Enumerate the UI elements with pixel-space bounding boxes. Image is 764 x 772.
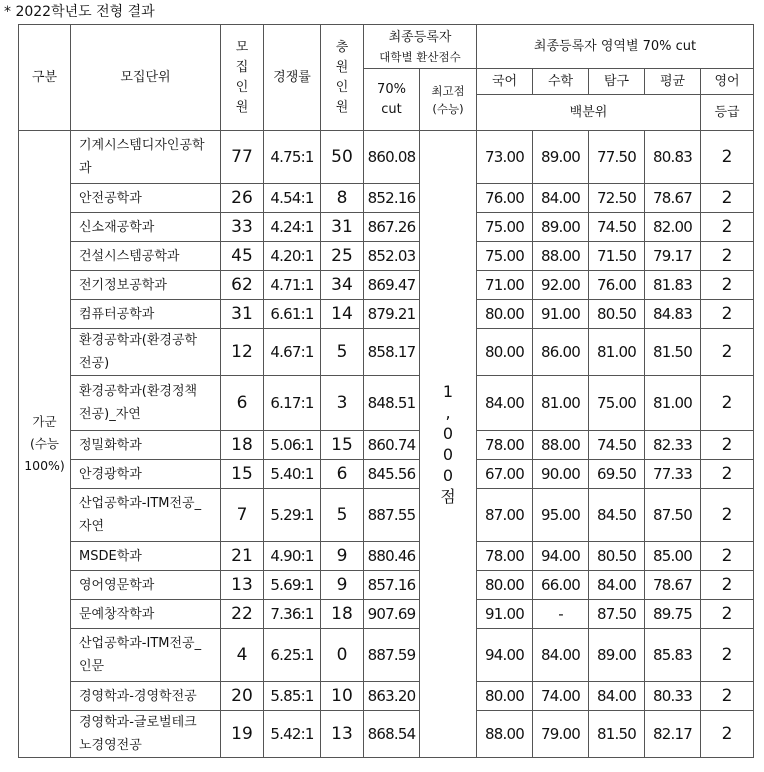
cell-competition-rate: 7.36:1 xyxy=(264,600,321,629)
cell-extra-admits: 14 xyxy=(321,300,364,329)
cell-korean: 67.00 xyxy=(477,460,533,489)
header-quota xyxy=(221,25,264,131)
cell-inquiry: 77.50 xyxy=(589,131,645,184)
cell-korean: 88.00 xyxy=(477,711,533,758)
cell-cut70: 852.16 xyxy=(364,184,420,213)
header-area-cut: 최종등록자 영역별 70% cut xyxy=(477,25,754,69)
cell-extra-admits: 9 xyxy=(321,542,364,571)
cell-math: 91.00 xyxy=(533,300,589,329)
cell-extra-admits: 6 xyxy=(321,460,364,489)
cell-inquiry: 74.50 xyxy=(589,431,645,460)
table-row xyxy=(19,571,754,600)
cell-unit: 산업공학과-ITM전공_자연 xyxy=(71,489,221,542)
cell-english-grade: 2 xyxy=(701,489,754,542)
cell-korean: 73.00 xyxy=(477,131,533,184)
cell-math: 95.00 xyxy=(533,489,589,542)
cell-average: 87.50 xyxy=(645,489,701,542)
cell-cut70: 879.21 xyxy=(364,300,420,329)
cell-inquiry: 81.50 xyxy=(589,711,645,758)
cell-math: 84.00 xyxy=(533,184,589,213)
cell-average: 78.67 xyxy=(645,184,701,213)
cell-korean: 80.00 xyxy=(477,571,533,600)
cell-korean: 78.00 xyxy=(477,431,533,460)
header-subject-average: 평균 xyxy=(645,69,701,95)
cell-quota: 19 xyxy=(221,711,264,758)
cell-quota: 77 xyxy=(221,131,264,184)
cell-extra-admits: 8 xyxy=(321,184,364,213)
cell-extra-admits: 25 xyxy=(321,242,364,271)
max-score-char: 0 xyxy=(442,466,454,485)
header-extra-char: 충 xyxy=(335,39,349,55)
page-title: * 2022학년도 전형 결과 xyxy=(4,4,155,20)
cell-competition-rate: 5.06:1 xyxy=(264,431,321,460)
max-score-char: , xyxy=(445,403,451,422)
cell-english-grade: 2 xyxy=(701,711,754,758)
group-label: 가군 xyxy=(32,414,57,429)
group-cell xyxy=(19,131,71,758)
cell-math: 94.00 xyxy=(533,542,589,571)
header-cut70 xyxy=(364,69,420,131)
cell-extra-admits: 34 xyxy=(321,271,364,300)
cell-inquiry: 84.00 xyxy=(589,571,645,600)
cell-quota: 15 xyxy=(221,460,264,489)
header-cut70-line2: cut xyxy=(381,101,402,117)
cell-korean: 84.00 xyxy=(477,376,533,431)
header-extra-char: 인 xyxy=(335,79,349,95)
table-row xyxy=(19,711,754,758)
cell-competition-rate: 5.42:1 xyxy=(264,711,321,758)
header-subject-inquiry: 탐구 xyxy=(589,69,645,95)
header-unit: 모집단위 xyxy=(71,25,221,131)
cell-quota: 7 xyxy=(221,489,264,542)
cell-english-grade: 2 xyxy=(701,571,754,600)
cell-competition-rate: 4.67:1 xyxy=(264,329,321,376)
cell-extra-admits: 9 xyxy=(321,571,364,600)
header-quota-char: 모 xyxy=(235,39,249,55)
cell-korean: 80.00 xyxy=(477,682,533,711)
cell-cut70: 860.74 xyxy=(364,431,420,460)
cell-inquiry: 80.50 xyxy=(589,542,645,571)
table-row xyxy=(19,184,754,213)
cell-cut70: 869.47 xyxy=(364,271,420,300)
cell-cut70: 868.54 xyxy=(364,711,420,758)
cell-cut70: 852.03 xyxy=(364,242,420,271)
header-division: 구분 xyxy=(19,25,71,131)
header-final-score xyxy=(364,25,477,69)
cell-math: 81.00 xyxy=(533,376,589,431)
cell-extra-admits: 13 xyxy=(321,711,364,758)
cell-quota: 4 xyxy=(221,629,264,682)
max-score-char: 1 xyxy=(442,382,454,401)
cell-english-grade: 2 xyxy=(701,300,754,329)
cell-math: 89.00 xyxy=(533,131,589,184)
cell-extra-admits: 5 xyxy=(321,489,364,542)
cell-korean: 71.00 xyxy=(477,271,533,300)
cell-cut70: 907.69 xyxy=(364,600,420,629)
header-subject-korean: 국어 xyxy=(477,69,533,95)
cell-quota: 20 xyxy=(221,682,264,711)
cell-korean: 80.00 xyxy=(477,300,533,329)
cell-extra-admits: 0 xyxy=(321,629,364,682)
cell-inquiry: 87.50 xyxy=(589,600,645,629)
cell-average: 82.17 xyxy=(645,711,701,758)
cell-average: 81.00 xyxy=(645,376,701,431)
cell-math: 90.00 xyxy=(533,460,589,489)
header-competition-rate: 경쟁률 xyxy=(264,25,321,131)
table-row xyxy=(19,329,754,376)
cell-quota: 18 xyxy=(221,431,264,460)
cell-unit: 환경공학과(환경공학전공) xyxy=(71,329,221,376)
table-row xyxy=(19,460,754,489)
cell-unit: 경영학과-글로벌테크노경영전공 xyxy=(71,711,221,758)
cell-quota: 62 xyxy=(221,271,264,300)
cell-english-grade: 2 xyxy=(701,329,754,376)
cell-korean: 75.00 xyxy=(477,213,533,242)
cell-average: 78.67 xyxy=(645,571,701,600)
cell-cut70: 858.17 xyxy=(364,329,420,376)
cell-competition-rate: 4.75:1 xyxy=(264,131,321,184)
cell-cut70: 880.46 xyxy=(364,542,420,571)
cell-cut70: 857.16 xyxy=(364,571,420,600)
table-row xyxy=(19,431,754,460)
cell-average: 84.83 xyxy=(645,300,701,329)
cell-math: 86.00 xyxy=(533,329,589,376)
cell-english-grade: 2 xyxy=(701,460,754,489)
max-score-char: 0 xyxy=(442,424,454,443)
table-row xyxy=(19,131,754,184)
cell-inquiry: 84.00 xyxy=(589,682,645,711)
cell-cut70: 867.26 xyxy=(364,213,420,242)
cell-average: 79.17 xyxy=(645,242,701,271)
cell-inquiry: 72.50 xyxy=(589,184,645,213)
cell-average: 80.83 xyxy=(645,131,701,184)
header-final-score-sub: 대학별 환산점수 xyxy=(379,49,461,64)
cell-competition-rate: 4.90:1 xyxy=(264,542,321,571)
cell-competition-rate: 6.61:1 xyxy=(264,300,321,329)
cell-competition-rate: 5.29:1 xyxy=(264,489,321,542)
header-quota-char: 인 xyxy=(235,79,249,95)
header-max-score xyxy=(420,69,477,131)
cell-extra-admits: 18 xyxy=(321,600,364,629)
cell-extra-admits: 31 xyxy=(321,213,364,242)
cell-inquiry: 76.00 xyxy=(589,271,645,300)
header-max-line2: (수능) xyxy=(432,101,464,116)
cell-competition-rate: 4.54:1 xyxy=(264,184,321,213)
cell-math: 74.00 xyxy=(533,682,589,711)
cell-korean: 76.00 xyxy=(477,184,533,213)
cell-cut70: 863.20 xyxy=(364,682,420,711)
group-label: (수능 xyxy=(29,436,60,451)
cell-quota: 31 xyxy=(221,300,264,329)
cell-korean: 91.00 xyxy=(477,600,533,629)
header-percentile: 백분위 xyxy=(477,95,701,131)
cell-korean: 94.00 xyxy=(477,629,533,682)
cell-unit: 산업공학과-ITM전공_인문 xyxy=(71,629,221,682)
header-subject-english: 영어 xyxy=(701,69,754,95)
cell-competition-rate: 4.20:1 xyxy=(264,242,321,271)
cell-english-grade: 2 xyxy=(701,271,754,300)
cell-unit: MSDE학과 xyxy=(71,542,221,571)
cell-cut70: 887.55 xyxy=(364,489,420,542)
cell-extra-admits: 3 xyxy=(321,376,364,431)
cell-english-grade: 2 xyxy=(701,242,754,271)
max-score-char: 0 xyxy=(442,445,454,464)
cell-cut70: 845.56 xyxy=(364,460,420,489)
header-grade: 등급 xyxy=(701,95,754,131)
header-cut70-line1: 70% xyxy=(377,81,406,97)
cell-extra-admits: 15 xyxy=(321,431,364,460)
cell-unit: 안경광학과 xyxy=(71,460,221,489)
cell-average: 82.00 xyxy=(645,213,701,242)
cell-math: 88.00 xyxy=(533,431,589,460)
cell-math: 92.00 xyxy=(533,271,589,300)
cell-korean: 78.00 xyxy=(477,542,533,571)
cell-competition-rate: 6.25:1 xyxy=(264,629,321,682)
cell-unit: 기계시스템디자인공학과 xyxy=(71,131,221,184)
cell-math: 66.00 xyxy=(533,571,589,600)
cell-quota: 6 xyxy=(221,376,264,431)
table-row xyxy=(19,242,754,271)
table-row xyxy=(19,271,754,300)
cell-inquiry: 80.50 xyxy=(589,300,645,329)
header-max-line1: 최고점 xyxy=(431,83,465,98)
cell-average: 77.33 xyxy=(645,460,701,489)
table-row xyxy=(19,542,754,571)
cell-math: 84.00 xyxy=(533,629,589,682)
cell-math: 89.00 xyxy=(533,213,589,242)
cell-competition-rate: 5.69:1 xyxy=(264,571,321,600)
cell-english-grade: 2 xyxy=(701,542,754,571)
cell-math: - xyxy=(533,600,589,629)
cell-unit: 안전공학과 xyxy=(71,184,221,213)
max-score-char: 점 xyxy=(440,487,456,506)
cell-competition-rate: 4.71:1 xyxy=(264,271,321,300)
cell-quota: 22 xyxy=(221,600,264,629)
cell-quota: 21 xyxy=(221,542,264,571)
cell-korean: 75.00 xyxy=(477,242,533,271)
cell-unit: 신소재공학과 xyxy=(71,213,221,242)
table-row xyxy=(19,213,754,242)
table-row xyxy=(19,682,754,711)
cell-unit: 영어영문학과 xyxy=(71,571,221,600)
cell-competition-rate: 5.40:1 xyxy=(264,460,321,489)
cell-english-grade: 2 xyxy=(701,629,754,682)
cell-average: 89.75 xyxy=(645,600,701,629)
cell-inquiry: 74.50 xyxy=(589,213,645,242)
cell-cut70: 887.59 xyxy=(364,629,420,682)
cell-competition-rate: 5.85:1 xyxy=(264,682,321,711)
max-score-cell xyxy=(420,131,477,758)
admission-results-table xyxy=(18,24,754,758)
cell-quota: 33 xyxy=(221,213,264,242)
header-extra-char: 원 xyxy=(335,99,349,115)
header-subject-math: 수학 xyxy=(533,69,589,95)
table-row xyxy=(19,629,754,682)
table-row xyxy=(19,489,754,542)
cell-extra-admits: 50 xyxy=(321,131,364,184)
cell-english-grade: 2 xyxy=(701,600,754,629)
cell-unit: 컴퓨터공학과 xyxy=(71,300,221,329)
group-label: 100%) xyxy=(24,458,65,473)
cell-unit: 건설시스템공학과 xyxy=(71,242,221,271)
cell-unit: 경영학과-경영학전공 xyxy=(71,682,221,711)
cell-math: 79.00 xyxy=(533,711,589,758)
cell-average: 82.33 xyxy=(645,431,701,460)
cell-english-grade: 2 xyxy=(701,376,754,431)
cell-inquiry: 84.50 xyxy=(589,489,645,542)
header-extra-char: 원 xyxy=(335,59,349,75)
header-extra-admits xyxy=(321,25,364,131)
cell-english-grade: 2 xyxy=(701,184,754,213)
cell-average: 80.33 xyxy=(645,682,701,711)
cell-competition-rate: 6.17:1 xyxy=(264,376,321,431)
cell-average: 85.83 xyxy=(645,629,701,682)
table-row xyxy=(19,376,754,431)
cell-average: 85.00 xyxy=(645,542,701,571)
cell-average: 81.83 xyxy=(645,271,701,300)
cell-english-grade: 2 xyxy=(701,682,754,711)
header-quota-char: 집 xyxy=(235,59,249,75)
cell-inquiry: 69.50 xyxy=(589,460,645,489)
cell-quota: 12 xyxy=(221,329,264,376)
cell-quota: 45 xyxy=(221,242,264,271)
cell-unit: 환경공학과(환경정책전공)_자연 xyxy=(71,376,221,431)
cell-english-grade: 2 xyxy=(701,131,754,184)
cell-english-grade: 2 xyxy=(701,431,754,460)
cell-extra-admits: 5 xyxy=(321,329,364,376)
cell-inquiry: 81.00 xyxy=(589,329,645,376)
cell-unit: 전기정보공학과 xyxy=(71,271,221,300)
cell-quota: 13 xyxy=(221,571,264,600)
cell-quota: 26 xyxy=(221,184,264,213)
cell-cut70: 860.08 xyxy=(364,131,420,184)
header-final-score-title: 최종등록자 xyxy=(388,29,452,45)
cell-korean: 87.00 xyxy=(477,489,533,542)
cell-english-grade: 2 xyxy=(701,213,754,242)
cell-unit: 정밀화학과 xyxy=(71,431,221,460)
cell-cut70: 848.51 xyxy=(364,376,420,431)
cell-extra-admits: 10 xyxy=(321,682,364,711)
header-quota-char: 원 xyxy=(235,99,249,115)
cell-math: 88.00 xyxy=(533,242,589,271)
cell-competition-rate: 4.24:1 xyxy=(264,213,321,242)
cell-average: 81.50 xyxy=(645,329,701,376)
cell-unit: 문예창작학과 xyxy=(71,600,221,629)
cell-korean: 80.00 xyxy=(477,329,533,376)
table-row xyxy=(19,600,754,629)
cell-inquiry: 71.50 xyxy=(589,242,645,271)
table-row xyxy=(19,300,754,329)
cell-inquiry: 75.00 xyxy=(589,376,645,431)
cell-inquiry: 89.00 xyxy=(589,629,645,682)
